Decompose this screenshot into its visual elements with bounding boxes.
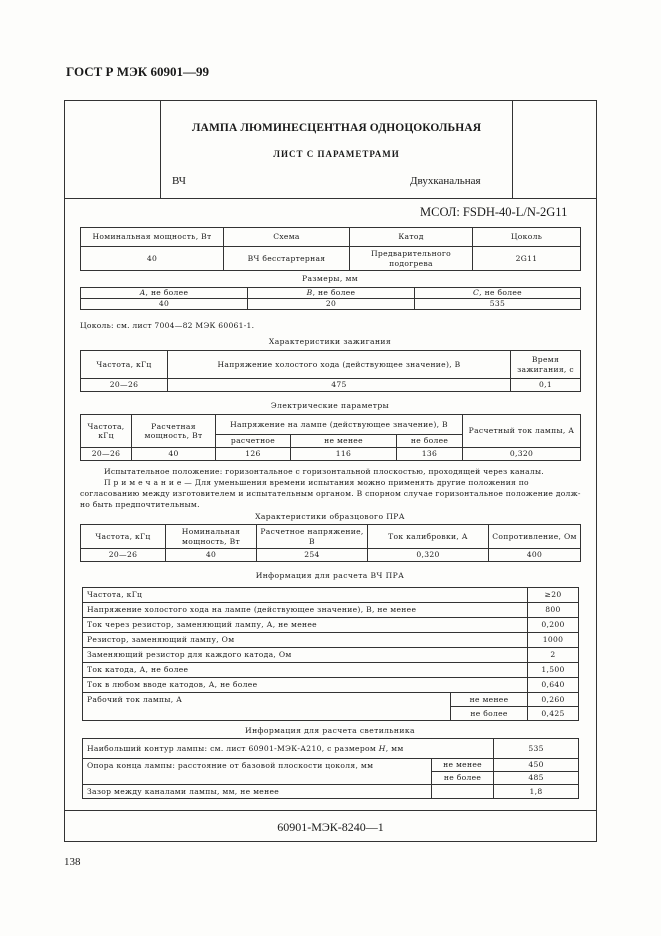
table-cell: Зазор между каналами лампы, мм, не менее — [83, 785, 432, 799]
sheet-code: 60901-МЭК-8240—1 — [277, 820, 384, 834]
ignition-caption: Характеристики зажигания — [268, 337, 392, 346]
test-position-text: Испытательное положение: горизонтальное с горизонтальной плоскостью, проходящей через каналы. — [104, 467, 544, 476]
table-cell: Заменяющий резистор для каждого катода, Ом — [83, 648, 528, 663]
sheet-title: ЛАМПА ЛЮМИНЕСЦЕНТНАЯ ОДНОЦОКОЛЬНАЯ — [191, 122, 482, 134]
table-header: Схема — [224, 228, 350, 247]
table-cell: ВЧ бесстартерная — [224, 247, 350, 271]
lamp-main-table — [80, 227, 581, 271]
dimensions-table — [80, 287, 581, 310]
hf-info-table — [82, 587, 579, 721]
table-cell: Рабочий ток лампы, А — [83, 693, 451, 721]
table-header: Цоколь — [473, 228, 581, 247]
header-type-channels: Двухканальная — [410, 175, 481, 187]
table-cell: не менее — [451, 693, 528, 707]
table-cell: ≥20 — [528, 588, 579, 603]
table-cell: Опора конца лампы: расстояние от базовой плоскости цоколя, мм — [83, 759, 432, 785]
table-cell: Ток катода, А, не более — [83, 663, 528, 678]
hf-info-caption: Информация для расчета ВЧ ПРА — [255, 571, 405, 580]
table-cell: 1,8 — [494, 785, 579, 799]
table-cell: 0,425 — [528, 707, 579, 721]
table-cell: Предварительного подогрева — [350, 247, 473, 271]
table-cell: Резистор, заменяющий лампу, Ом — [83, 633, 528, 648]
table-cell: 1,500 — [528, 663, 579, 678]
luminaire-caption: Информация для расчета светильника — [245, 726, 415, 735]
luminaire-table — [82, 738, 579, 799]
table-header: Ток калибровки, А — [368, 525, 489, 549]
table-cell: не более — [451, 707, 528, 721]
table-cell: 2G11 — [473, 247, 581, 271]
table-header: Номинальная мощность, Вт — [166, 525, 257, 549]
table-header: Частота, кГц — [81, 415, 132, 448]
table-cell: 1000 — [528, 633, 579, 648]
table-header: Расчетная мощность, Вт — [132, 415, 216, 448]
table-header: Частота, кГц — [81, 351, 168, 379]
dims-caption: Размеры, мм — [301, 274, 359, 283]
table-cell: 0,320 — [368, 549, 489, 562]
table-cell: 450 — [494, 759, 579, 772]
table-cell: 0,200 — [528, 618, 579, 633]
table-header: расчетное — [216, 435, 291, 448]
table-header: Время зажигания, с — [511, 351, 581, 379]
table-cell: 535 — [494, 739, 579, 759]
table-cell: 535 — [415, 299, 581, 310]
table-header: C, не более — [415, 288, 581, 299]
ballast-caption: Характеристики образцового ПРА — [255, 512, 405, 521]
table-cell: 20 — [248, 299, 415, 310]
footer-divider — [64, 810, 597, 811]
note-line-2: согласованию между изготовителем и испытательным органом. В спорном случае горизонтальное положение долж- — [80, 489, 581, 498]
ballast-table — [80, 524, 581, 562]
table-header: Расчетный ток лампы, А — [463, 415, 581, 448]
table-cell: Напряжение холостого хода на лампе (действующее значение), В, не менее — [83, 603, 528, 618]
table-cell: 254 — [257, 549, 368, 562]
table-cell: 400 — [489, 549, 581, 562]
table-cell: 20—26 — [81, 379, 168, 392]
base-note: Цоколь: см. лист 7004—82 МЭК 60061-1. — [80, 321, 255, 330]
table-cell: не более — [432, 772, 494, 785]
table-cell: не менее — [432, 759, 494, 772]
table-cell: 136 — [397, 448, 463, 461]
page-number: 138 — [64, 856, 81, 868]
table-cell: Наибольший контур лампы: см. лист 60901-МЭК-А210, с размером H, мм — [83, 739, 494, 759]
table-cell: Частота, кГц — [83, 588, 528, 603]
table-header: Напряжение холостого хода (действующее значение), В — [168, 351, 511, 379]
note-line-3: но быть предпочтительным. — [80, 500, 200, 509]
table-header: Сопротивление, Ом — [489, 525, 581, 549]
table-header: A, не более — [81, 288, 248, 299]
table-cell: 116 — [291, 448, 397, 461]
table-cell: 475 — [168, 379, 511, 392]
lamp-designation: МСОЛ: FSDH-40-L/N-2G11 — [420, 205, 568, 219]
table-header: Номинальная мощность, Вт — [81, 228, 224, 247]
table-cell: Ток через резистор, заменяющий лампу, А, не менее — [83, 618, 528, 633]
table-cell: 40 — [132, 448, 216, 461]
table-cell — [432, 785, 494, 799]
table-cell: Ток в любом вводе катодов, А, не более — [83, 678, 528, 693]
table-cell: 485 — [494, 772, 579, 785]
electrical-caption: Электрические параметры — [270, 401, 390, 410]
table-cell: 0,640 — [528, 678, 579, 693]
electrical-table — [80, 414, 581, 461]
table-cell: 0,260 — [528, 693, 579, 707]
standard-title: ГОСТ Р МЭК 60901—99 — [66, 64, 209, 79]
table-cell: 40 — [81, 299, 248, 310]
table-cell: 126 — [216, 448, 291, 461]
header-type-hf: ВЧ — [172, 175, 186, 187]
sheet-subtitle: ЛИСТ С ПАРАМЕТРАМИ — [273, 149, 400, 159]
table-cell: 0,1 — [511, 379, 581, 392]
table-header: не более — [397, 435, 463, 448]
table-cell: 40 — [166, 549, 257, 562]
note-line-1: П р и м е ч а н и е — Для уменьшения времени испытания можно применять другие положения по — [104, 478, 529, 487]
table-header: не менее — [291, 435, 397, 448]
table-cell: 2 — [528, 648, 579, 663]
table-header: Частота, кГц — [81, 525, 166, 549]
table-header: Расчетное напряжение, В — [257, 525, 368, 549]
table-cell: 40 — [81, 247, 224, 271]
table-header: Катод — [350, 228, 473, 247]
table-header: B, не более — [248, 288, 415, 299]
table-cell: 0,320 — [463, 448, 581, 461]
table-header: Напряжение на лампе (действующее значение), В — [216, 415, 463, 435]
table-cell: 20—26 — [81, 549, 166, 562]
table-cell: 20—26 — [81, 448, 132, 461]
table-cell: 800 — [528, 603, 579, 618]
ignition-table — [80, 350, 581, 392]
